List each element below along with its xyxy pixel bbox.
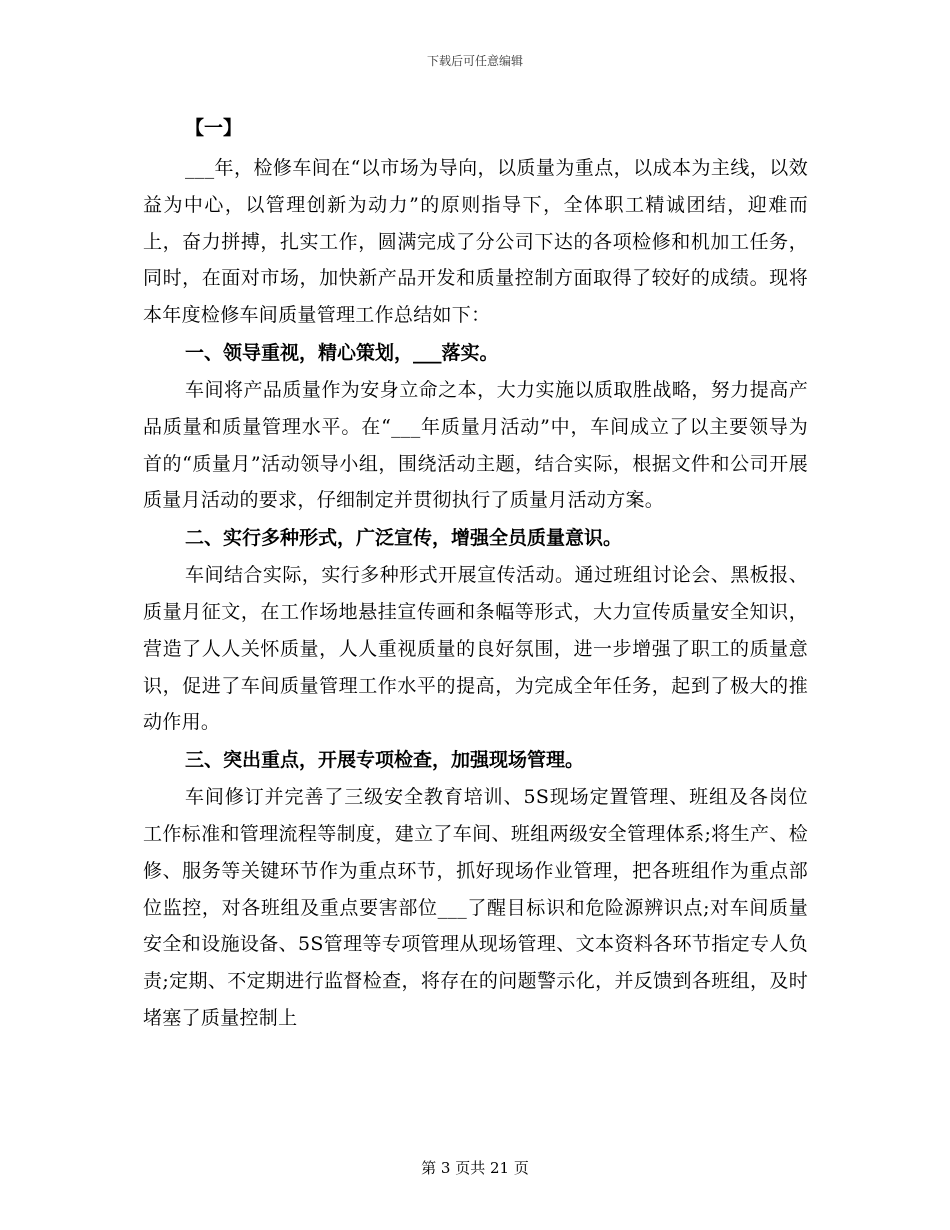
paragraph-intro: ___年，检修车间在“以市场为导向，以质量为重点，以成本为主线，以效益为中心，以管理创新为动力”的原则指导下，全体职工精诚团结，迎难而上，奋力拼搏，扎实工作，圆满完成了分公司下达的各项检修和机加工任务，同时，在面对市场，加快新产品开发和质量控制方面取得了较好的成绩。现将本年度检修车间质量管理工作总结如下： bbox=[143, 157, 808, 327]
paragraph-publicity: 车间结合实际，实行多种形式开展宣传活动。通过班组讨论会、黑板报、质量月征文，在工作场地悬挂宣传画和条幅等形式，大力宣传质量安全知识，营造了人人关怀质量，人人重视质量的良好氛围，进一步增强了职工的质量意识，促进了车间质量管理工作水平的提高，为完成全年任务，起到了极大的推动作用。 bbox=[143, 564, 808, 734]
paragraph-inspection: 车间修订并完善了三级安全教育培训、5S现场定置管理、班组及各岗位工作标准和管理流程等制度，建立了车间、班组两级安全管理体系;将生产、检修、服务等关键环节作为重点环节，抓好现场作业管理，把各班组作为重点部位监控，对各班组及重点要害部位___了醒目标识和危险源辨识点;对车间质量安全和设施设备、5S管理等专项管理从现场管理、文本资料各环节指定专人负责;定期、不定期进行监督检查，将存在的问题警示化，并反馈到各班组，及时堵塞了质量控制上 bbox=[143, 786, 808, 1029]
heading-inspection: 三、突出重点，开展专项检查，加强现场管理。 bbox=[185, 749, 585, 772]
page-number: 第 3 页共 21 页 bbox=[421, 1159, 529, 1177]
page-header: 下载后可任意编辑 bbox=[426, 54, 523, 68]
heading-leadership: 一、领导重视，精心策划，___落实。 bbox=[185, 341, 499, 364]
heading-publicity: 二、实行多种形式，广泛宣传，增强全员质量意识。 bbox=[185, 527, 623, 550]
section-marker: 【一】 bbox=[185, 117, 243, 139]
paragraph-leadership: 车间将产品质量作为安身立命之本，大力实施以质取胜战略，努力提高产品质量和质量管理水平。在“___年质量月活动”中，车间成立了以主要领导为首的“质量月”活动领导小组，围绕活动主题，结合实际，根据文件和公司开展质量月活动的要求，仔细制定并贯彻执行了质量月活动方案。 bbox=[143, 378, 808, 512]
document-body bbox=[143, 110, 808, 1037]
